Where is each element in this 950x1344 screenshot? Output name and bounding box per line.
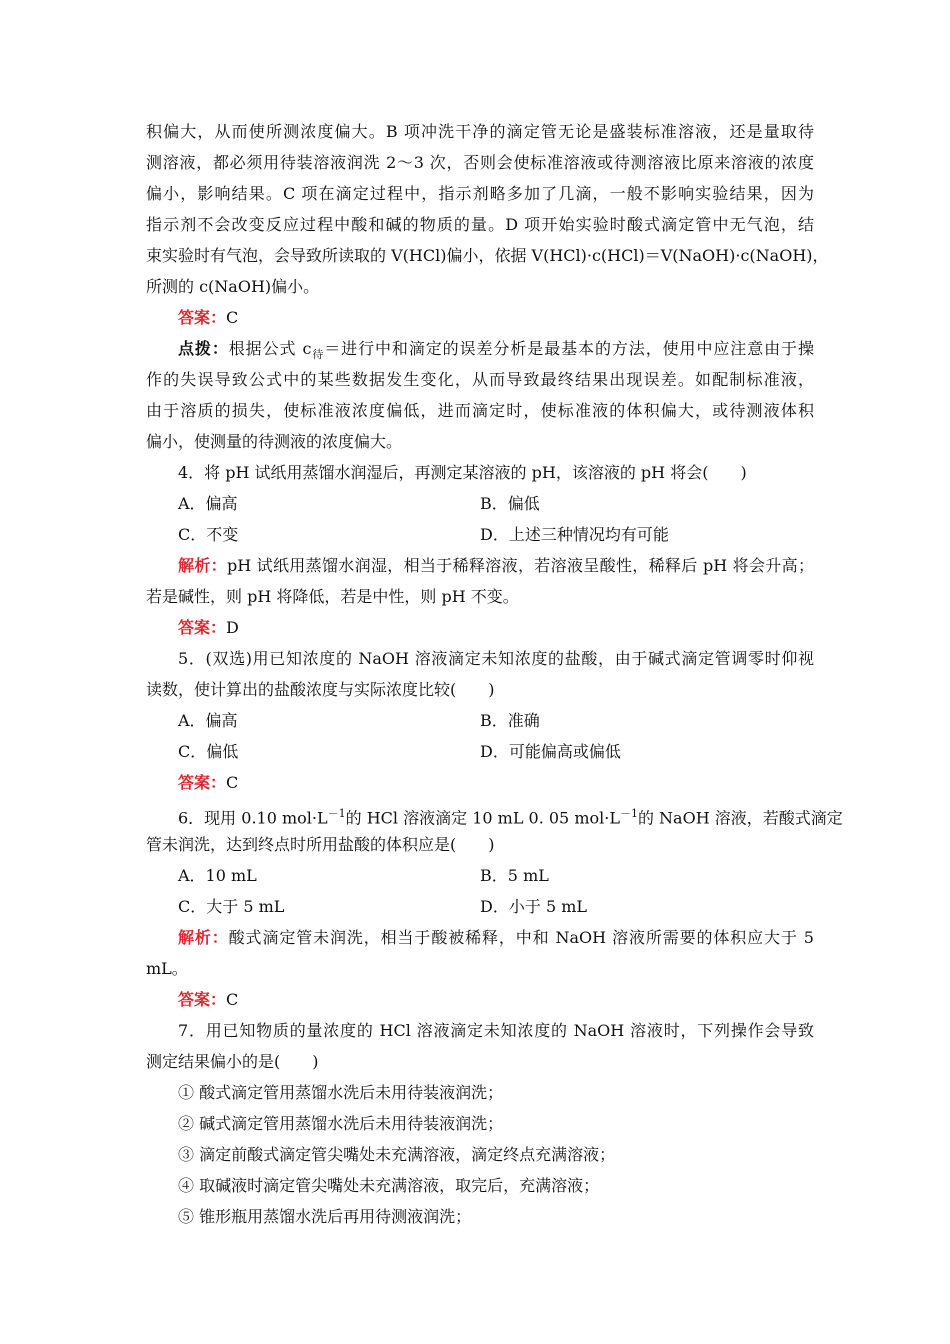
option-d: D．可能偏高或偏低 [480, 742, 621, 761]
q6-options-row [146, 860, 814, 891]
option-a: A．偏高 [178, 494, 238, 513]
q5-stem: 5．(双选)用已知浓度的 NaOH 溶液滴定未知浓度的盐酸，由于碱式滴定管调零时仰视 [178, 649, 814, 668]
answer-value: C [226, 308, 239, 327]
option-c: C．大于 5 mL [178, 897, 285, 916]
option-b: B．偏低 [480, 494, 540, 513]
q4-answer [146, 612, 814, 643]
option-d: D．小于 5 mL [480, 897, 588, 916]
q6-analysis: 解析：酸式滴定管未润洗，相当于酸被稀释，中和 NaOH 溶液所需要的体积应大于 5 [178, 928, 814, 947]
explanation-line: 偏小，影响结果。C 项在滴定过程中，指示剂略多加了几滴，一般不影响实验结果，因为 [146, 184, 814, 203]
tip-label: 点拨： [178, 339, 229, 358]
explanation-line: 积偏大，从而使所测浓度偏大。B 项冲洗干净的滴定管无论是盛装标准溶液，还是量取待 [146, 122, 814, 141]
q5-stem: 读数，使计算出的盐酸浓度与实际浓度比较( ) [146, 680, 495, 699]
option-a: A．10 mL [178, 866, 257, 885]
q4-analysis: 解析：pH 试纸用蒸馏水润湿，相当于稀释溶液，若溶液呈酸性，稀释后 pH 将会升高； [178, 556, 814, 575]
answer-value: D [226, 618, 239, 637]
q5-options-row [146, 705, 814, 736]
answer-value: C [226, 773, 239, 792]
option-a: A．偏高 [178, 711, 238, 730]
answer-value: C [226, 990, 239, 1009]
q7-item: ② 碱式滴定管用蒸馏水洗后未用待装液润洗； [178, 1114, 504, 1133]
q3-answer [146, 302, 814, 333]
document-body [146, 116, 843, 1232]
q4-stem: 4．将 pH 试纸用蒸馏水润湿后，再测定某溶液的 pH，该溶液的 pH 将会( ) [178, 463, 747, 482]
q7-item: ④ 取碱液时滴定管尖嘴处未充满溶液，取完后，充满溶液； [178, 1176, 600, 1195]
q7-item: ③ 滴定前酸式滴定管尖嘴处未充满溶液，滴定终点充满溶液； [178, 1145, 616, 1164]
q6-options-row [146, 891, 814, 922]
answer-label: 答案： [178, 990, 227, 1009]
q4-options-row [146, 519, 814, 550]
q6-analysis: mL。 [146, 959, 188, 978]
q4-analysis: 若是碱性，则 pH 将降低，若是中性，则 pH 不变。 [146, 587, 519, 606]
option-b: B．5 mL [480, 866, 549, 885]
explanation-line: 指示剂不会改变反应过程中酸和碱的物质的量。D 项开始实验时酸式滴定管中无气泡，结 [146, 215, 814, 234]
tip-line: 由于溶质的损失，使标准液浓度偏低，进而滴定时，使标准液的体积偏大，或待测液体积 [146, 401, 814, 420]
q7-item: ① 酸式滴定管用蒸馏水洗后未用待装液润洗； [178, 1083, 504, 1102]
q5-options-row [146, 736, 814, 767]
option-c: C．不变 [178, 525, 239, 544]
tip-line: 点拨：根据公式 $c_待=$进行中和滴定的误差分析是最基本的方法，使用中应注意由于操 [178, 339, 814, 362]
option-d: D．上述三种情况均有可能 [480, 525, 669, 544]
option-b: B．准确 [480, 711, 540, 730]
answer-label: 答案： [178, 308, 227, 327]
answer-label: 答案： [178, 618, 227, 637]
answer-label: 答案： [178, 773, 227, 792]
q6-stem: 管未润洗，达到终点时所用盐酸的体积应是( ) [146, 835, 495, 854]
q6-answer [146, 984, 814, 1015]
explanation-line: 测溶液，都必须用待装溶液润洗 2～3 次，否则会使标准溶液或待测溶液比原来溶液的浓度 [146, 153, 814, 172]
tip-line: 作的失误导致公式中的某些数据发生变化，从而导致最终结果出现误差。如配制标准液， [146, 370, 814, 389]
option-c: C．偏低 [178, 742, 239, 761]
q5-answer [146, 767, 814, 798]
explanation-line: 束实验时有气泡，会导致所读取的 V(HCl)偏小，依据 V(HCl)·c(HCl)＝V(NaOH)·c(NaOH)， [146, 246, 829, 265]
q7-stem: 测定结果偏小的是( ) [146, 1052, 319, 1071]
tip-line: 偏小，使测量的待测液的浓度偏大。 [146, 432, 403, 451]
explanation-line: 所测的 c(NaOH)偏小。 [146, 277, 320, 296]
analysis-label: 解析： [178, 928, 229, 947]
q7-stem: 7．用已知物质的量浓度的 HCl 溶液滴定未知浓度的 NaOH 溶液时，下列操作会导致 [178, 1021, 814, 1040]
q7-item: ⑤ 锥形瓶用蒸馏水洗后再用待测液润洗； [178, 1207, 472, 1226]
analysis-label: 解析： [178, 556, 227, 575]
q4-options-row [146, 488, 814, 519]
q6-stem: 6．现用 0.10 $mol\cdot L^{-1}$的 HCl 溶液滴定 10 mL 0. 05 $mol\cdot L^{-1}$的 NaOH 溶液，若酸式滴定 [178, 807, 843, 828]
